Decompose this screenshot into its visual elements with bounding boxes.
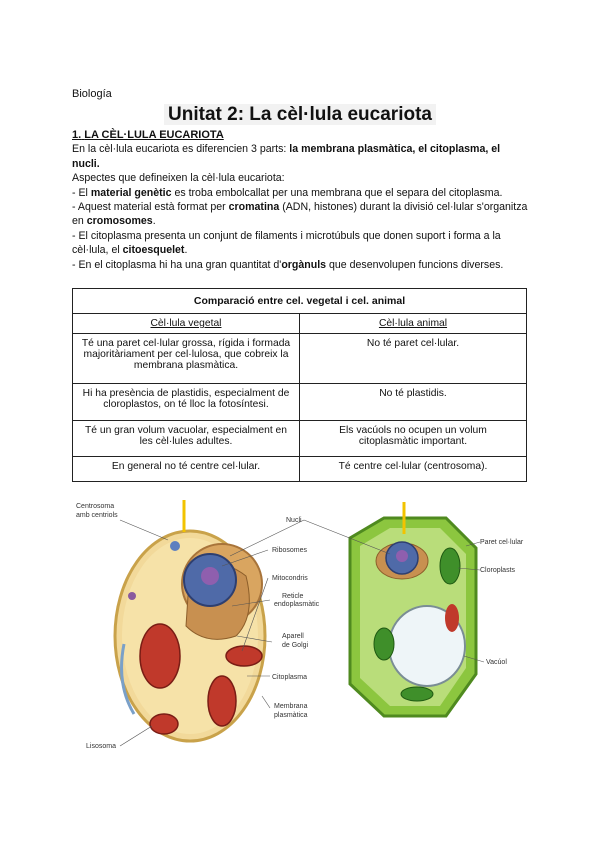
bullet-text: . (152, 215, 156, 228)
table-cell-animal: Té centre cel·lular (centrosoma). (300, 457, 527, 482)
column-header-text: Cèl·lula animal (378, 318, 448, 329)
table-cell-vegetal: Té un gran volum vacuolar, especialment en les cèl·lules adultes. (73, 421, 300, 457)
label-paret: Paret cel·lular (480, 539, 524, 546)
aspects-title: Aspectes que defineixen la cèl·lula eucariota: (72, 172, 285, 185)
column-header-vegetal (73, 314, 300, 334)
bullet-bold: citoesquelet (122, 244, 185, 257)
table-row (73, 421, 527, 457)
section-heading-text: LA CÈL·LULA EUCARIOTA (84, 129, 224, 141)
label-vacuol: Vacúol (486, 659, 507, 666)
subject-label: Biología (72, 88, 112, 100)
bullet-bold: cromatina (228, 201, 280, 214)
page-title (0, 104, 600, 126)
label-centrosoma: Centrosoma (76, 503, 115, 510)
section-heading (72, 128, 528, 142)
bullet-text: que desenvolupen funcions diverses. (326, 258, 504, 271)
table-cell-animal: No té paret cel·lular. (300, 334, 527, 384)
intro-paragraph (72, 142, 528, 171)
label-golgi: Aparell (282, 633, 304, 640)
table-cell-animal: Els vacúols no ocupen un volum citoplasmàtic important. (300, 421, 527, 457)
label-nucli: Nucli (286, 517, 302, 524)
bullet-3 (72, 229, 528, 258)
bullet-bold: material genètic (90, 186, 172, 199)
intro-bold: la membrana plasmàtica, el citoplasma, el nucli. (72, 143, 501, 170)
intro-text: En la cèl·lula eucariota es diferencien 3 parts: (72, 143, 290, 156)
table-cell-vegetal: Té una paret cel·lular grossa, rígida i formada majoritàriament per cel·lulosa, que cobreix la membrana plasmàtica. (73, 334, 300, 384)
bullet-bold: orgànuls (281, 258, 327, 271)
cell-diagram-svg (72, 496, 528, 756)
label-citoplasma: Citoplasma (272, 674, 308, 681)
comparison-table (72, 288, 527, 482)
column-header-text: Cèl·lula vegetal (150, 318, 222, 329)
label-lisosoma: Lisosoma (86, 743, 116, 750)
section-number: 1. (72, 129, 82, 141)
label-reticle-2: endoplasmàtic (274, 601, 320, 608)
bullet-text: - El (72, 186, 91, 199)
table-title: Comparació entre cel. vegetal i cel. animal (73, 289, 527, 314)
table-header-row (73, 314, 527, 334)
label-membrana: Membrana (274, 703, 308, 710)
column-header-animal (300, 314, 527, 334)
label-centrosoma-2: amb centriols (76, 512, 118, 519)
page-title-text: Unitat 2: La cèl·lula eucariota (164, 104, 436, 125)
bullet-bold: cromosomes (86, 215, 153, 228)
bullet-text: - El citoplasma presenta un conjunt de filaments i microtúbuls que donen suport i forma a la cèl·lula, el (72, 229, 501, 257)
table-row (73, 457, 527, 482)
label-ribosomes: Ribosomes (272, 547, 308, 554)
animal-cell-illustration (115, 500, 265, 741)
bullet-text: . (184, 244, 188, 257)
table-title-row (73, 289, 527, 314)
table-cell-animal: No té plastidis. (300, 384, 527, 421)
bullet-2 (72, 200, 528, 229)
table-cell-vegetal: Hi ha presència de plastidis, especialment de cloroplastos, on té lloc la fotosíntesi. (73, 384, 300, 421)
bullet-text: - En el citoplasma hi ha una gran quantitat d' (72, 258, 282, 271)
label-reticle: Reticle (282, 593, 304, 600)
table-cell-vegetal: En general no té centre cel·lular. (73, 457, 300, 482)
bullet-text: - Aquest material està format per (72, 201, 229, 214)
label-mitocondris: Mitocondris (272, 575, 308, 582)
table-row (73, 384, 527, 421)
label-cloroplasts: Cloroplasts (480, 567, 516, 574)
table-row (73, 334, 527, 384)
label-golgi-2: de Golgi (282, 642, 309, 649)
bullet-1 (72, 186, 528, 200)
bullet-text: es troba embolcallat per una membrana que el separa del citoplasma. (171, 186, 503, 199)
section-1 (72, 128, 528, 272)
label-membrana-2: plasmàtica (274, 712, 308, 719)
cell-diagram-figure (72, 496, 528, 756)
bullet-4 (72, 258, 528, 272)
plant-cell-illustration (350, 502, 476, 716)
bullet-text: (ADN, histones) durant la divisió cel·lular s'organitza en (72, 201, 528, 228)
